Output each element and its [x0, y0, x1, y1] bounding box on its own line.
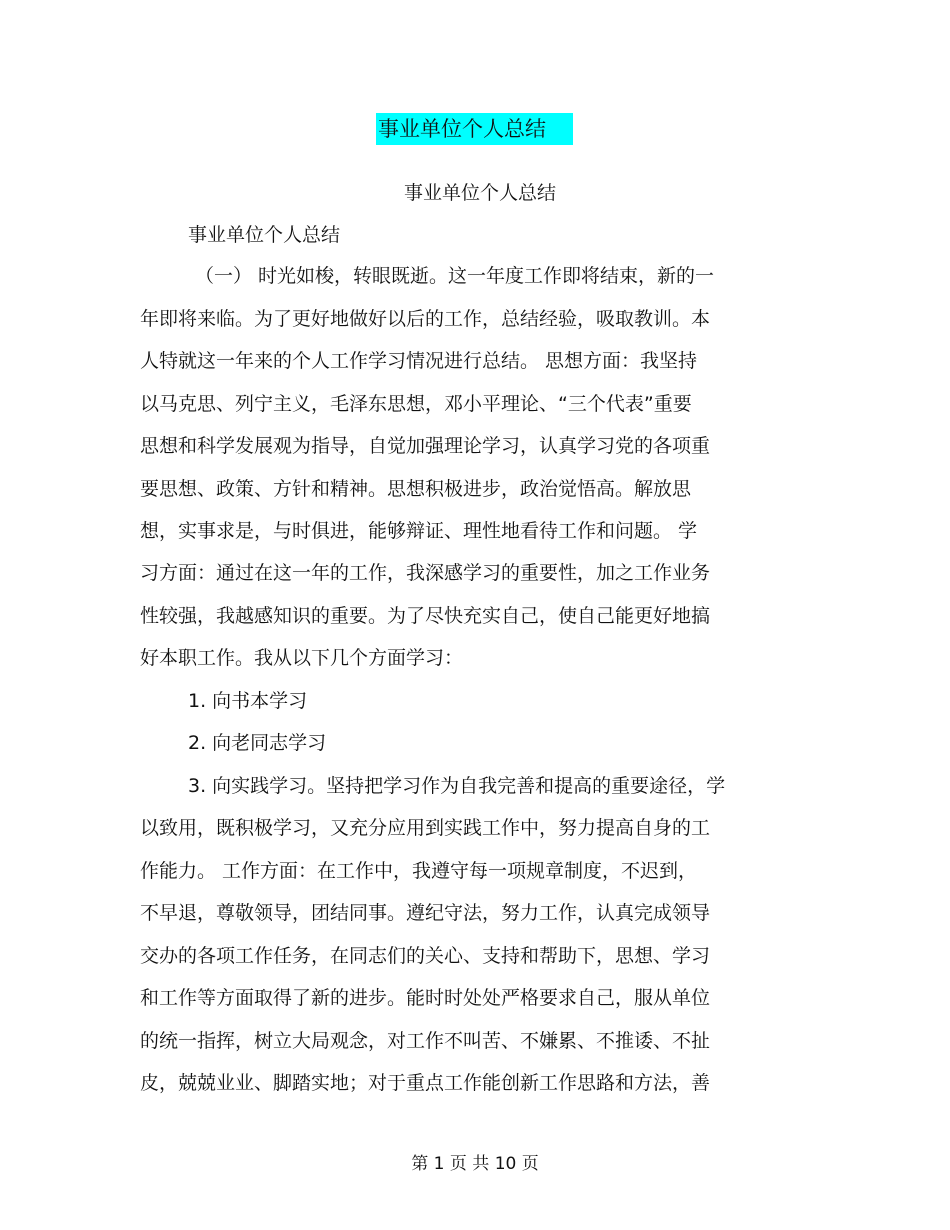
body-line: 和工作等方面取得了新的进步。能时时处处严格要求自己，服从单位 [140, 987, 711, 1009]
list-item: 1. 向书本学习 [188, 690, 308, 712]
body-line: 作能力。 工作方面：在工作中，我遵守每一项规章制度，不迟到， [140, 860, 698, 882]
body-line: 皮，兢兢业业、脚踏实地；对于重点工作能创新工作思路和方法，善 [140, 1072, 711, 1094]
body-line: 思想和科学发展观为指导，自觉加强理论学习，认真学习党的各项重 [140, 435, 711, 457]
body-line: 好本职工作。我从以下几个方面学习： [140, 647, 464, 669]
body-line: 以致用，既积极学习，又充分应用到实践工作中，努力提高自身的工 [140, 817, 711, 839]
document-subtitle: 事业单位个人总结 [403, 182, 556, 204]
body-line: 人特就这一年来的个人工作学习情况进行总结。 思想方面：我坚持 [140, 350, 698, 372]
list-item: 2. 向老同志学习 [188, 732, 327, 754]
body-line: 不早退，尊敬领导，团结同事。遵纪守法，努力工作，认真完成领导 [140, 902, 711, 924]
body-line: 要思想、政策、方针和精神。思想积极进步，政治觉悟高。解放思 [140, 478, 692, 500]
body-line: 交办的各项工作任务，在同志们的关心、支持和帮助下，思想、学习 [140, 945, 711, 967]
body-line: 以马克思、列宁主义，毛泽东思想，邓小平理论、“三个代表”重要 [140, 393, 692, 415]
document-title: 事业单位个人总结 [376, 113, 573, 145]
page-footer: 第 1 页 共 10 页 [411, 1154, 539, 1174]
body-line: 想，实事求是，与时俱进，能够辩证、理性地看待工作和问题。 学 [140, 520, 698, 542]
list-item: 3. 向实践学习。坚持把学习作为自我完善和提高的重要途径，学 [188, 775, 726, 797]
body-line: 年即将来临。为了更好地做好以后的工作，总结经验，吸取教训。本 [140, 308, 711, 330]
body-line: 习方面：通过在这一年的工作，我深感学习的重要性，加之工作业务 [140, 562, 711, 584]
body-line: 性较强，我越感知识的重要。为了尽快充实自己，使自己能更好地搞 [140, 605, 711, 627]
body-line: （一） 时光如梭，转眼既逝。这一年度工作即将结束，新的一 [195, 265, 715, 287]
section-heading: 事业单位个人总结 [188, 224, 341, 246]
body-line: 的统一指挥，树立大局观念，对工作不叫苦、不嫌累、不推诿、不扯 [140, 1030, 711, 1052]
